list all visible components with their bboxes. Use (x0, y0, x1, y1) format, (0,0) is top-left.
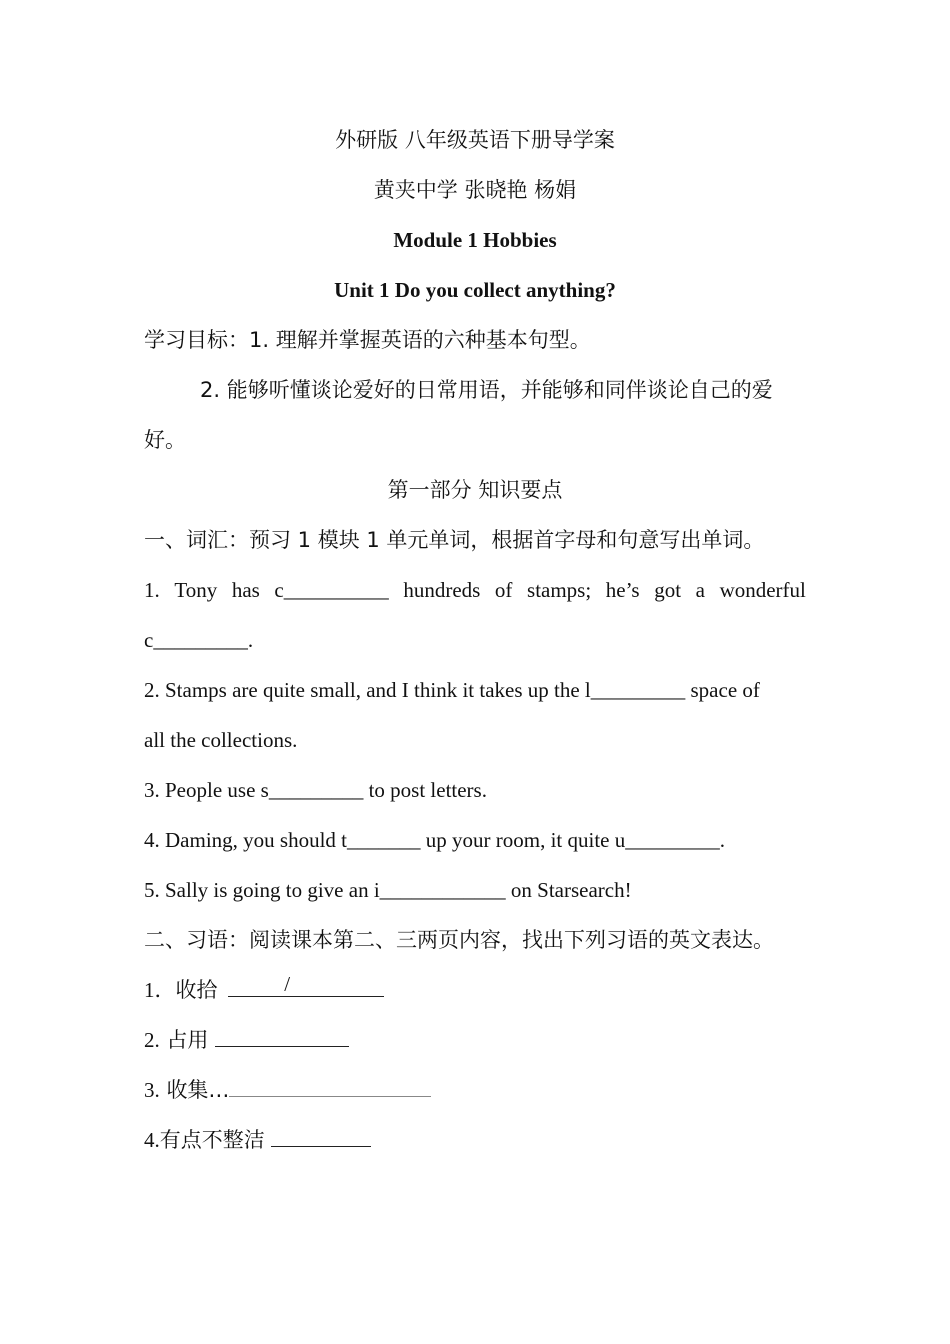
q1-word: stamps; (527, 578, 592, 602)
part-one-title: 第一部分 知识要点 (387, 478, 563, 502)
vocab-question-1 (144, 576, 806, 604)
vocab-heading: 一、词汇：预习 1 模块 1 单元单词，根据首字母和句意写出单词。 (144, 528, 765, 552)
unit-title: Unit 1 Do you collect anything? (334, 278, 616, 302)
q1-word: hundreds (403, 578, 481, 602)
idiom-text: 占用 (166, 1028, 209, 1052)
school-authors: 黄夹中学 张晓艳 杨娟 (373, 178, 577, 202)
objective-2: 2. 能够听懂谈论爱好的日常用语，并能够和同伴谈论自己的爱 (200, 378, 773, 402)
idiom-item-1 (144, 972, 806, 1004)
idiom-answer-blank[interactable] (271, 1126, 371, 1147)
q1-word: has (231, 578, 260, 602)
idiom-text: 有点不整洁 (159, 1128, 265, 1152)
idiom-item-2 (144, 1026, 806, 1054)
q1-word: got (654, 578, 682, 602)
vocab-question-1-cont: c_________. (144, 628, 254, 652)
vocab-question-5: 5. Sally is going to give an i____________ on Starsearch! (144, 878, 632, 902)
idiom-number: 3. (144, 1078, 160, 1102)
module-title: Module 1 Hobbies (393, 228, 557, 252)
idiom-item-3 (144, 1076, 806, 1104)
q1-word: of (494, 578, 513, 602)
q1-blank[interactable]: c__________ (274, 578, 389, 602)
idiom-item-4 (144, 1126, 806, 1154)
q1-word: he’s (605, 578, 640, 602)
vocab-question-2: 2. Stamps are quite small, and I think it takes up the l_________ space of (144, 678, 760, 702)
objective-2-cont: 好。 (144, 428, 186, 452)
idiom-answer-blank[interactable] (228, 972, 384, 997)
vocab-question-3: 3. People use s_________ to post letters. (144, 778, 487, 802)
q1-word: wonderful (719, 578, 806, 602)
objectives-label: 学习目标： (144, 328, 249, 352)
idiom-number: 1． (144, 978, 176, 1002)
document-title: 外研版 八年级英语下册导学案 (335, 128, 615, 152)
q1-word: a (695, 578, 705, 602)
idiom-number: 2. (144, 1028, 160, 1052)
objective-1: 1. 理解并掌握英语的六种基本句型。 (249, 328, 591, 352)
idiom-answer-blank[interactable] (229, 1076, 431, 1097)
idioms-heading: 二、习语：阅读课本第二、三两页内容，找出下列习语的英文表达。 (144, 928, 774, 952)
idiom-answer-blank[interactable] (215, 1026, 349, 1047)
slash-separator: / (284, 972, 291, 996)
q1-word: 1. (144, 578, 160, 602)
idiom-text: 收集… (166, 1078, 230, 1102)
vocab-question-2-cont: all the collections. (144, 728, 298, 752)
q1-word: Tony (174, 578, 218, 602)
idiom-number: 4. (144, 1128, 160, 1152)
idiom-text: 收拾 (175, 978, 218, 1002)
vocab-question-4: 4. Daming, you should t_______ up your room, it quite u_________. (144, 828, 725, 852)
objectives-line-1 (144, 326, 806, 354)
